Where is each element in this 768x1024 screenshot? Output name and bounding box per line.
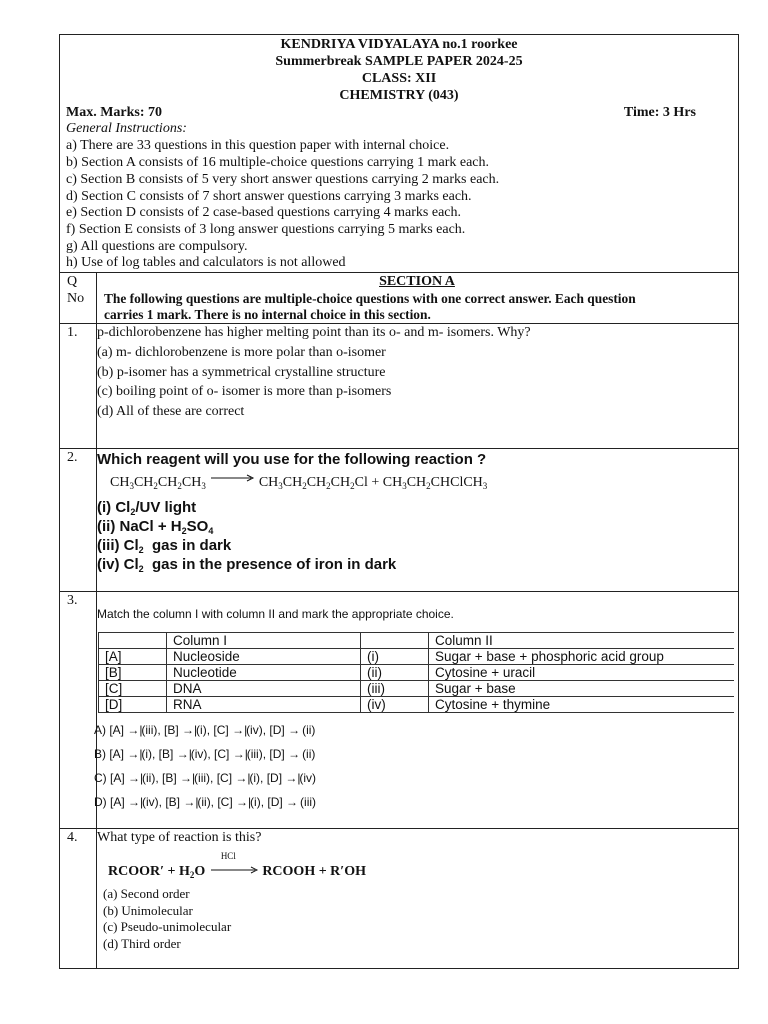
option-part: (ii) (302, 723, 316, 737)
maps-to-icon: → (286, 795, 299, 809)
option: (a) Second order (103, 886, 190, 901)
question-text: What type of reaction is this? (97, 830, 262, 845)
products: RCOOH + R′OH (262, 864, 367, 879)
instruction-d: d) Section C consists of 7 short answer questions carrying 3 marks each. (66, 189, 472, 204)
option: (d) Third order (103, 936, 181, 951)
instruction-f: f) Section E consists of 3 long answer questions carrying 5 marks each. (66, 222, 466, 237)
products: $CH_3CH_2CH_2CH_2Cl$ + $CH_3CH_2CHClCH_3$ (258, 475, 488, 491)
table-row (99, 681, 735, 697)
maps-to-icon: →| (232, 723, 248, 737)
time-allowed: Time: 3 Hrs (623, 105, 696, 120)
q-label: Q (67, 274, 78, 289)
question-paper (59, 34, 739, 969)
table-cell: [A] (99, 649, 167, 665)
option (94, 771, 316, 785)
option: (c) boiling point of o- isomer is more than p-isomers (97, 384, 392, 399)
option-prefix: C) [A] (94, 771, 125, 785)
option-prefix: A) [A] (94, 723, 125, 737)
option-prefix: B) [A] (94, 747, 125, 761)
arrow-with-catalyst (209, 851, 259, 875)
instruction-e: e) Section D consists of 2 case-based questions carrying 4 marks each. (66, 205, 461, 220)
question-text: Match the column I with column II and mark the appropriate choice. (97, 607, 454, 621)
option-part: (iii), [D] (246, 747, 285, 761)
table-row (99, 665, 735, 681)
question-text: Which reagent will you use for the following reaction ? (97, 451, 487, 468)
no-label: No (67, 291, 85, 306)
maps-to-icon: →| (182, 723, 198, 737)
school-name: KENDRIYA VIDYALAYA no.1 roorkee (280, 37, 518, 52)
match-table (98, 632, 734, 713)
maps-to-icon: →| (127, 747, 143, 761)
option (94, 795, 316, 809)
section-title: SECTION A (379, 274, 455, 289)
option-part: (ii), [B] (142, 771, 177, 785)
question-number: 3. (67, 593, 78, 608)
question-number: 4. (67, 830, 78, 845)
table-cell: [C] (99, 681, 167, 697)
option-prefix: D) [A] (94, 795, 125, 809)
question-number: 1. (67, 325, 78, 340)
maps-to-icon: →| (285, 771, 301, 785)
table-cell: (i) (361, 649, 429, 665)
option-part: (iv), [C] (190, 747, 230, 761)
option: (ii) NaCl + $H_2SO_4$ (97, 518, 214, 536)
table-cell: [B] (99, 665, 167, 681)
maps-to-icon: →| (236, 795, 252, 809)
table-cell (99, 633, 167, 649)
max-marks: Max. Marks: 70 (66, 105, 163, 120)
maps-to-icon: →| (128, 771, 144, 785)
option: (iii) $Cl_2$ gas in dark (97, 537, 232, 555)
question-text: p-dichlorobenzene has higher melting point than its o- and m- isomers. Why? (97, 325, 531, 340)
maps-to-icon: → (288, 723, 301, 737)
option-part: (iii) (300, 795, 317, 809)
column-header: Column II (429, 633, 735, 649)
table-cell: Nucleoside (167, 649, 361, 665)
option-part: (iii), [B] (141, 723, 179, 737)
general-instructions-title: General Instructions: (66, 121, 187, 136)
divider (60, 323, 738, 324)
class-label: CLASS: XII (361, 71, 437, 86)
maps-to-icon: →| (235, 771, 251, 785)
column-header: Column I (167, 633, 361, 649)
option (94, 723, 315, 737)
section-description-line2: carries 1 mark. There is no internal choice in this section. (104, 307, 431, 322)
option-part: (iv) (299, 771, 317, 785)
table-cell: Sugar + base + phosphoric acid group (429, 649, 735, 665)
option-part: (i), [D] (249, 771, 283, 785)
divider (60, 828, 738, 829)
maps-to-icon: →| (180, 771, 196, 785)
maps-to-icon: →| (128, 795, 144, 809)
table-cell: Cytosine + uracil (429, 665, 735, 681)
option-part: (ii), [C] (197, 795, 233, 809)
table-cell: DNA (167, 681, 361, 697)
table-cell: Nucleotide (167, 665, 361, 681)
maps-to-icon: →| (127, 723, 143, 737)
option-part: (iv), [D] (246, 723, 285, 737)
arrow-icon (209, 866, 259, 874)
instruction-b: b) Section A consists of 16 multiple-choice questions carrying 1 mark each. (66, 155, 490, 170)
option: (i) $Cl_2/UV$ light (97, 499, 197, 517)
paper-title: Summerbreak SAMPLE PAPER 2024-25 (275, 54, 523, 69)
option-part: (iii), [C] (194, 771, 233, 785)
divider (60, 448, 738, 449)
option-part: (i), [D] (250, 795, 283, 809)
option: (b) p-isomer has a symmetrical crystalline structure (97, 365, 386, 380)
option-part: (ii) (302, 747, 316, 761)
option: (d) All of these are correct (97, 404, 245, 419)
table-cell: (iv) (361, 697, 429, 713)
table-row (99, 697, 735, 713)
divider (60, 591, 738, 592)
table-cell: (iii) (361, 681, 429, 697)
maps-to-icon: →| (232, 747, 248, 761)
reactants: RCOOR′ + $H_2O$ (108, 864, 206, 880)
table-cell: [D] (99, 697, 167, 713)
question-number: 2. (67, 450, 78, 465)
table-cell: Cytosine + thymine (429, 697, 735, 713)
table-row (99, 649, 735, 665)
option-part: (i), [C] (196, 723, 229, 737)
subject-label: CHEMISTRY (043) (339, 88, 459, 103)
maps-to-icon: → (288, 747, 301, 761)
section-description-line1: The following questions are multiple-choice questions with one correct answer. Each question (104, 291, 636, 306)
instruction-c: c) Section B consists of 5 very short answer questions carrying 2 marks each. (66, 172, 500, 187)
instruction-a: a) There are 33 questions in this question paper with internal choice. (66, 138, 450, 153)
reaction-equation (110, 475, 487, 491)
maps-to-icon: →| (183, 795, 199, 809)
reaction-equation (108, 851, 367, 880)
divider (60, 272, 738, 273)
option-part: (i), [B] (141, 747, 174, 761)
table-cell: Sugar + base (429, 681, 735, 697)
instruction-g: g) All questions are compulsory. (66, 239, 248, 254)
option: (a) m- dichlorobenzene is more polar than o-isomer (97, 345, 386, 360)
arrow-icon (209, 471, 255, 487)
table-cell (361, 633, 429, 649)
catalyst-label: HCl (220, 851, 236, 861)
instruction-h: h) Use of log tables and calculators is not allowed (66, 255, 346, 270)
option: (iv) $Cl_2$ gas in the presence of iron in dark (97, 556, 397, 574)
option: (c) Pseudo-unimolecular (103, 919, 232, 934)
table-cell: (ii) (361, 665, 429, 681)
maps-to-icon: →| (176, 747, 192, 761)
option (94, 747, 315, 761)
reactant: $CH_3CH_2CH_2CH_3$ (110, 475, 206, 491)
option: (b) Unimolecular (103, 903, 193, 918)
option-part: (iv), [B] (142, 795, 181, 809)
table-header-row (99, 633, 735, 649)
table-cell: RNA (167, 697, 361, 713)
